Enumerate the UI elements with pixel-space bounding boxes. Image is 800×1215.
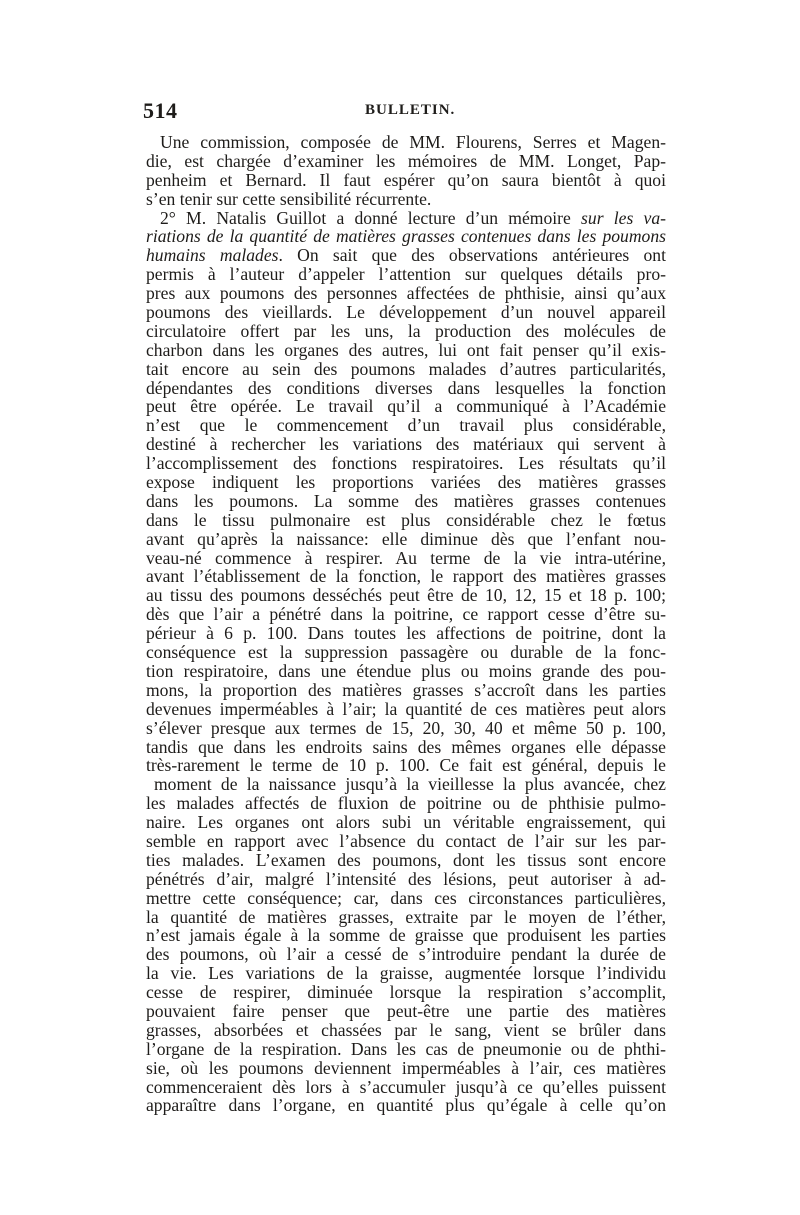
text-line: mettre cette conséquence; car, dans ces circonstances particulières, (146, 887, 666, 908)
text-line: la vie. Les variations de la graisse, augmentée lorsque l’individu (146, 963, 666, 984)
text-line: dans les poumons. La somme des matières grasses contenues (146, 490, 666, 511)
page-number: 514 (143, 98, 178, 123)
text-line: circulatoire offert par les uns, la production des molécules de (146, 320, 666, 341)
text-line: destiné à rechercher les variations des matériaux qui servent à (146, 434, 666, 455)
text-line: die, est chargée d’examiner les mémoires de MM. Longet, Pap- (146, 150, 666, 171)
text-line: tion respiratoire, dans une étendue plus ou moins grande des pou- (146, 660, 666, 681)
text-line: semble en rapport avec l’absence du contact de l’air sur les par- (146, 830, 666, 851)
text-line: ties malades. L’examen des poumons, dont les tissus sont encore (146, 849, 666, 870)
text-line: périeur à 6 p. 100. Dans toutes les affections de poitrine, dont la (146, 623, 666, 644)
text-line: pouvaient faire penser que peut-être une partie des matières (146, 1000, 666, 1021)
text-line: n’est que le commencement d’un travail plus considérable, (146, 415, 666, 436)
text-line: devenues imperméables à l’air; la quantité de ces matières peut alors (146, 698, 666, 719)
text-line: dans le tissu pulmonaire est plus considérable chez le fœtus (146, 509, 666, 530)
text-line: dépendantes des conditions diverses dans lesquelles la fonction (146, 377, 666, 398)
text-line: charbon dans les organes des autres, lui ont fait penser qu’il exis- (146, 339, 666, 360)
text-line: l’organe de la respiration. Dans les cas de pneumonie ou de phthi- (146, 1038, 666, 1059)
text-line: au tissu des poumons desséchés peut être de 10, 12, 15 et 18 p. 100; (146, 585, 666, 606)
text-line: les malades affectés de fluxion de poitrine ou de phthisie pulmo- (146, 793, 666, 814)
body-text (146, 133, 666, 1115)
text-line: n’est jamais égale à la somme de graisse que produisent les parties (146, 925, 666, 946)
text-line: tait encore au sein des poumons malades d’autres particularités, (146, 358, 666, 379)
text-line: s’en tenir sur cette sensibilité récurrente. (146, 188, 432, 209)
text-line: commenceraient dès lors à s’accumuler jusqu’à ce qu’elles puissent (146, 1076, 666, 1097)
running-head: BULLETIN. (365, 102, 456, 118)
text-line: avant l’établissement de la fonction, le rapport des matières grasses (146, 566, 666, 587)
text-line: expose indiquent les proportions variées des matières grasses (146, 472, 666, 493)
text-line: peut être opérée. Le travail qu’il a communiqué à l’Académie (146, 396, 666, 417)
text-line: moment de la naissance jusqu’à la vieillesse la plus avancée, chez (154, 774, 666, 795)
text-line: très-rarement le terme de 10 p. 100. Ce fait est général, depuis le (146, 755, 666, 776)
text-line: l’accomplissement des fonctions respiratoires. Les résultats qu’il (146, 453, 666, 474)
text-line: grasses, absorbées et chassées par le sang, vient se brûler dans (146, 1019, 666, 1040)
text-line: sie, où les poumons deviennent imperméables à l’air, ces matières (146, 1057, 666, 1078)
text-line: cesse de respirer, diminuée lorsque la respiration s’accomplit, (146, 982, 666, 1003)
text-line: avant qu’après la naissance: elle diminue dès que l’enfant nou- (146, 528, 666, 549)
text-line: riations de la quantité de matières grasses contenues dans les poumons (146, 226, 666, 247)
text-line: pénétrés d’air, malgré l’intensité des lésions, peut autoriser à ad- (146, 868, 666, 889)
text-line: dès que l’air a pénétré dans la poitrine, ce rapport cesse d’être su- (146, 604, 666, 625)
text-line: mons, la proportion des matières grasses s’accroît dans les parties (146, 679, 666, 700)
text-line: veau-né commence à respirer. Au terme de la vie intra-utérine, (146, 547, 666, 568)
text-line: tandis que dans les endroits sains des mêmes organes elle dépasse (146, 736, 666, 757)
text-line: 2° M. Natalis Guillot a donné lecture d’un mémoire sur les va- (160, 207, 666, 228)
text-line: Une commission, composée de MM. Flourens, Serres et Magen- (160, 132, 666, 152)
text-line: naire. Les organes ont alors subi un véritable engraissement, qui (146, 812, 666, 833)
page-header (143, 98, 668, 124)
text-line: apparaître dans l’organe, en quantité plus qu’égale à celle qu’on (146, 1095, 666, 1116)
text-line: humains malades. On sait que des observations antérieures ont (146, 245, 666, 266)
text-line: conséquence est la suppression passagère ou durable de la fonc- (146, 642, 666, 663)
text-line: la quantité de matières grasses, extraite par le moyen de l’éther, (146, 906, 666, 927)
text-line: des poumons, où l’air a cessé de s’introduire pendant la durée de (146, 944, 666, 965)
text-line: pres aux poumons des personnes affectées de phthisie, ainsi qu’aux (146, 283, 666, 304)
text-line: s’élever presque aux termes de 15, 20, 30, 40 et même 50 p. 100, (146, 717, 666, 738)
text-line: permis à l’auteur d’appeler l’attention sur quelques détails pro- (146, 264, 666, 285)
text-line: poumons des vieillards. Le développement d’un nouvel appareil (146, 302, 666, 323)
text-line: penheim et Bernard. Il faut espérer qu’on saura bientôt à quoi (146, 169, 666, 190)
